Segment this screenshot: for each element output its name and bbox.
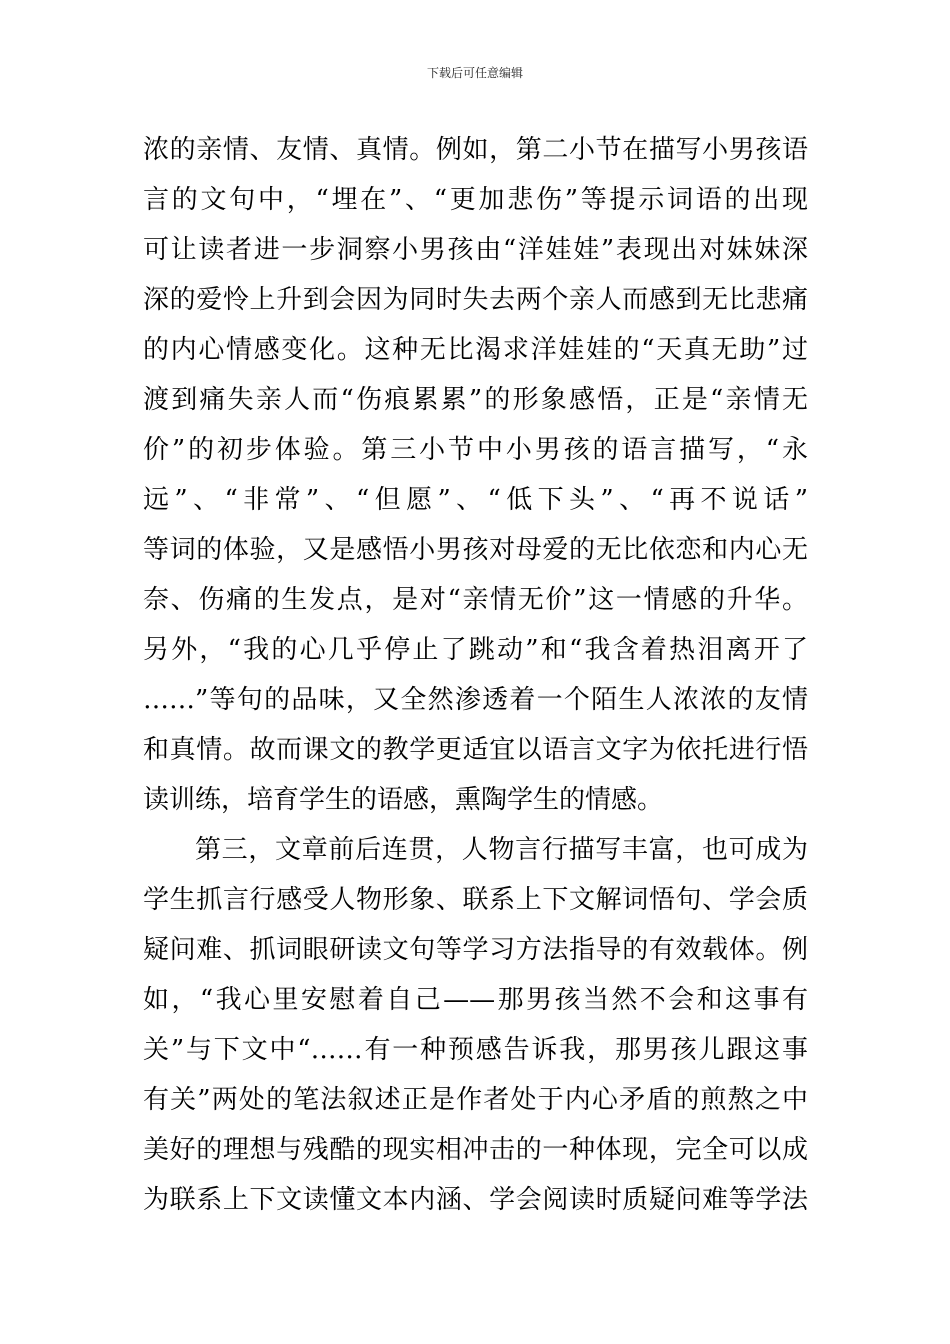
text-line: 美好的理想与残酷的现实相冲击的一种体现，完全可以成 [143,1135,808,1165]
text-line: 关”与下文中“……有一种预感告诉我，那男孩儿跟这事 [143,1035,808,1065]
text-line: ……”等句的品味，又全然渗透着一个陌生人浓浓的友情 [143,685,808,715]
page-header: 下载后可任意编辑 [426,66,523,80]
document-body [143,125,808,1225]
text-line: 可让读者进一步洞察小男孩由“洋娃娃”表现出对妹妹深 [143,235,808,265]
text-line: 渡到痛失亲人而“伤痕累累”的形象感悟，正是“亲情无 [143,385,808,415]
text-line: 等词的体验，又是感悟小男孩对母爱的无比依恋和内心无 [143,535,808,565]
text-line: 另外，“我的心几乎停止了跳动”和“我含着热泪离开了 [143,635,808,665]
text-line: 的内心情感变化。这种无比渴求洋娃娃的“天真无助”过 [143,335,808,365]
paragraph-start-line: 第三，文章前后连贯，人物言行描写丰富，也可成为 [195,835,808,865]
text-line: 浓的亲情、友情、真情。例如，第二小节在描写小男孩语 [143,135,808,165]
text-line: 远”、“非常”、“但愿”、“低下头”、“再不说话” [143,485,808,515]
text-line: 言的文句中，“埋在”、“更加悲伤”等提示词语的出现 [143,185,808,215]
text-line: 奈、伤痛的生发点，是对“亲情无价”这一情感的升华。 [143,585,808,615]
text-line: 为联系上下文读懂文本内涵、学会阅读时质疑问难等学法 [143,1185,808,1215]
text-line: 如，“我心里安慰着自己——那男孩当然不会和这事有 [143,985,808,1015]
text-line: 读训练，培育学生的语感，熏陶学生的情感。 [143,785,664,815]
text-line: 和真情。故而课文的教学更适宜以语言文字为依托进行悟 [143,735,808,765]
text-line: 疑问难、抓词眼研读文句等学习方法指导的有效载体。例 [143,935,808,965]
text-line: 有关”两处的笔法叙述正是作者处于内心矛盾的煎熬之中 [143,1085,808,1115]
text-line: 深的爱怜上升到会因为同时失去两个亲人而感到无比悲痛 [143,285,808,315]
text-line: 价”的初步体验。第三小节中小男孩的语言描写，“永 [143,435,808,465]
text-line: 学生抓言行感受人物形象、联系上下文解词悟句、学会质 [143,885,808,915]
